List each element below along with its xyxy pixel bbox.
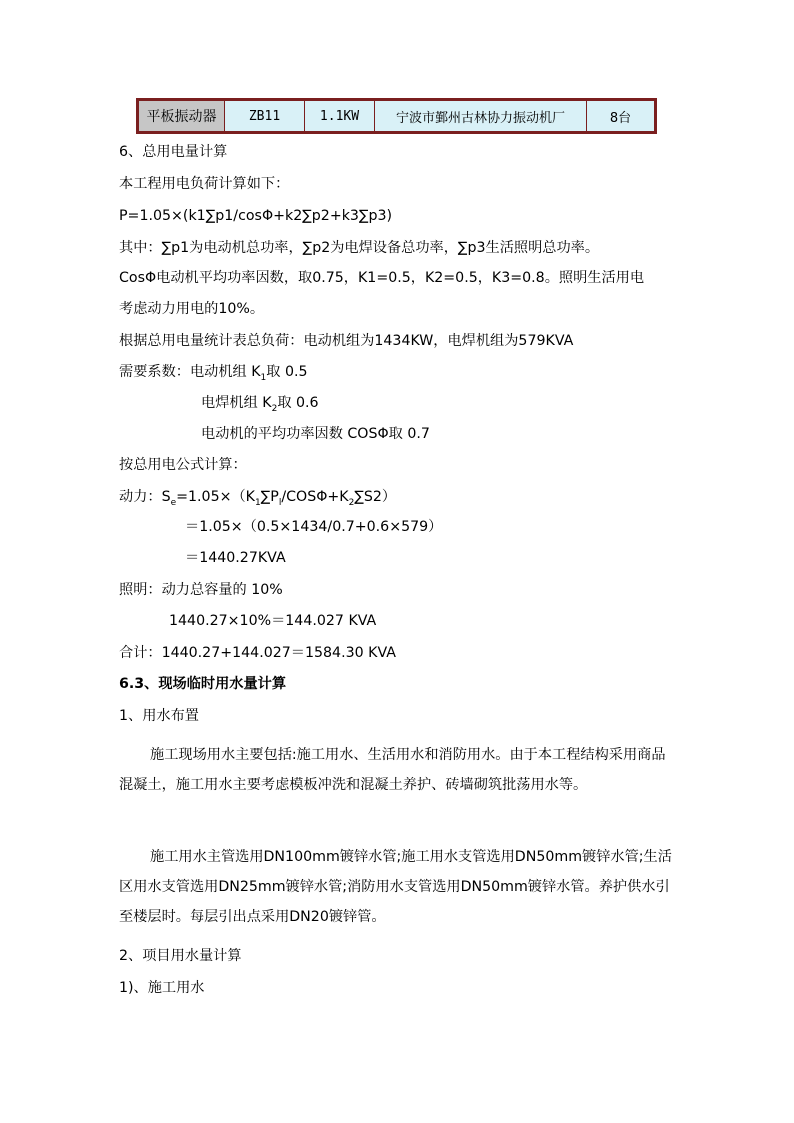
section-title-power: 6、总用电量计算	[119, 144, 228, 160]
subsection-title: 1、用水布置	[119, 708, 199, 724]
text-line: 其中：∑p1为电动机总功率，∑p2为电焊设备总功率，∑p3生活照明总功率。	[119, 240, 600, 256]
text-line: 按总用电公式计算：	[119, 457, 247, 473]
text-line: CosΦ电动机平均功率因数，取0.75，K1=0.5，K2=0.5，K3=0.8。照明生活用电	[119, 270, 645, 286]
section-heading-water: 6.3、现场临时用水量计算	[119, 676, 287, 692]
formula-line: 合计：1440.27+144.027＝1584.30 KVA	[119, 645, 396, 661]
formula-line: ＝1.05×（0.5×1434/0.7+0.6×579）	[185, 519, 443, 535]
table-cell-model: ZB11	[225, 101, 305, 131]
subsection-title: 1)、施工用水	[119, 980, 205, 996]
paragraph-pipe-selection: 施工用水主管选用DN100mm镀锌水管;施工用水支管选用DN50mm镀锌水管;生活区用水支管选用DN25mm镀锌水管;消防用水支管选用DN50mm镀锌水管。养护供水引至楼层时。每层引出点采用DN20镀锌管。	[119, 849, 672, 925]
formula-line: P=1.05×(k1∑p1/cosΦ+k2∑p2+k3∑p3)	[119, 208, 393, 224]
text-line: 根据总用电量统计表总负荷：电动机组为1434KW，电焊机组为579KVA	[119, 333, 574, 349]
table-cell-quantity: 8台	[587, 101, 654, 131]
coefficient-line: 电动机的平均功率因数 COSΦ取 0.7	[201, 426, 430, 442]
formula-line: 动力：$S_e=1.05\times(K_1\sum P_l/COS\Phi+K_2\sum S2)$	[119, 489, 397, 508]
text-line: 本工程用电负荷计算如下：	[119, 176, 290, 192]
table-cell-name: 平板振动器	[139, 101, 225, 131]
table-cell-power: 1.1KW	[305, 101, 375, 131]
coefficient-line: 需要系数：电动机组 $K_1$取 0.5	[119, 364, 308, 383]
formula-line: ＝1440.27KVA	[185, 550, 286, 566]
coefficient-line: 电焊机组 $K_2$取 0.6	[201, 395, 319, 414]
text-line: 考虑动力用电的10%。	[119, 301, 265, 317]
equipment-table	[136, 98, 657, 134]
subsection-title: 2、项目用水量计算	[119, 948, 242, 964]
formula-line: 1440.27×10%＝144.027 KVA	[169, 613, 377, 629]
text-line: 照明：动力总容量的 10%	[119, 582, 283, 598]
table-cell-manufacturer: 宁波市鄞州古林协力振动机厂	[375, 101, 587, 131]
paragraph-water-usage: 施工现场用水主要包括:施工用水、生活用水和消防用水。由于本工程结构采用商品混凝土，施工用水主要考虑模板冲洗和混凝土养护、砖墙砌筑批荡用水等。	[119, 747, 666, 793]
